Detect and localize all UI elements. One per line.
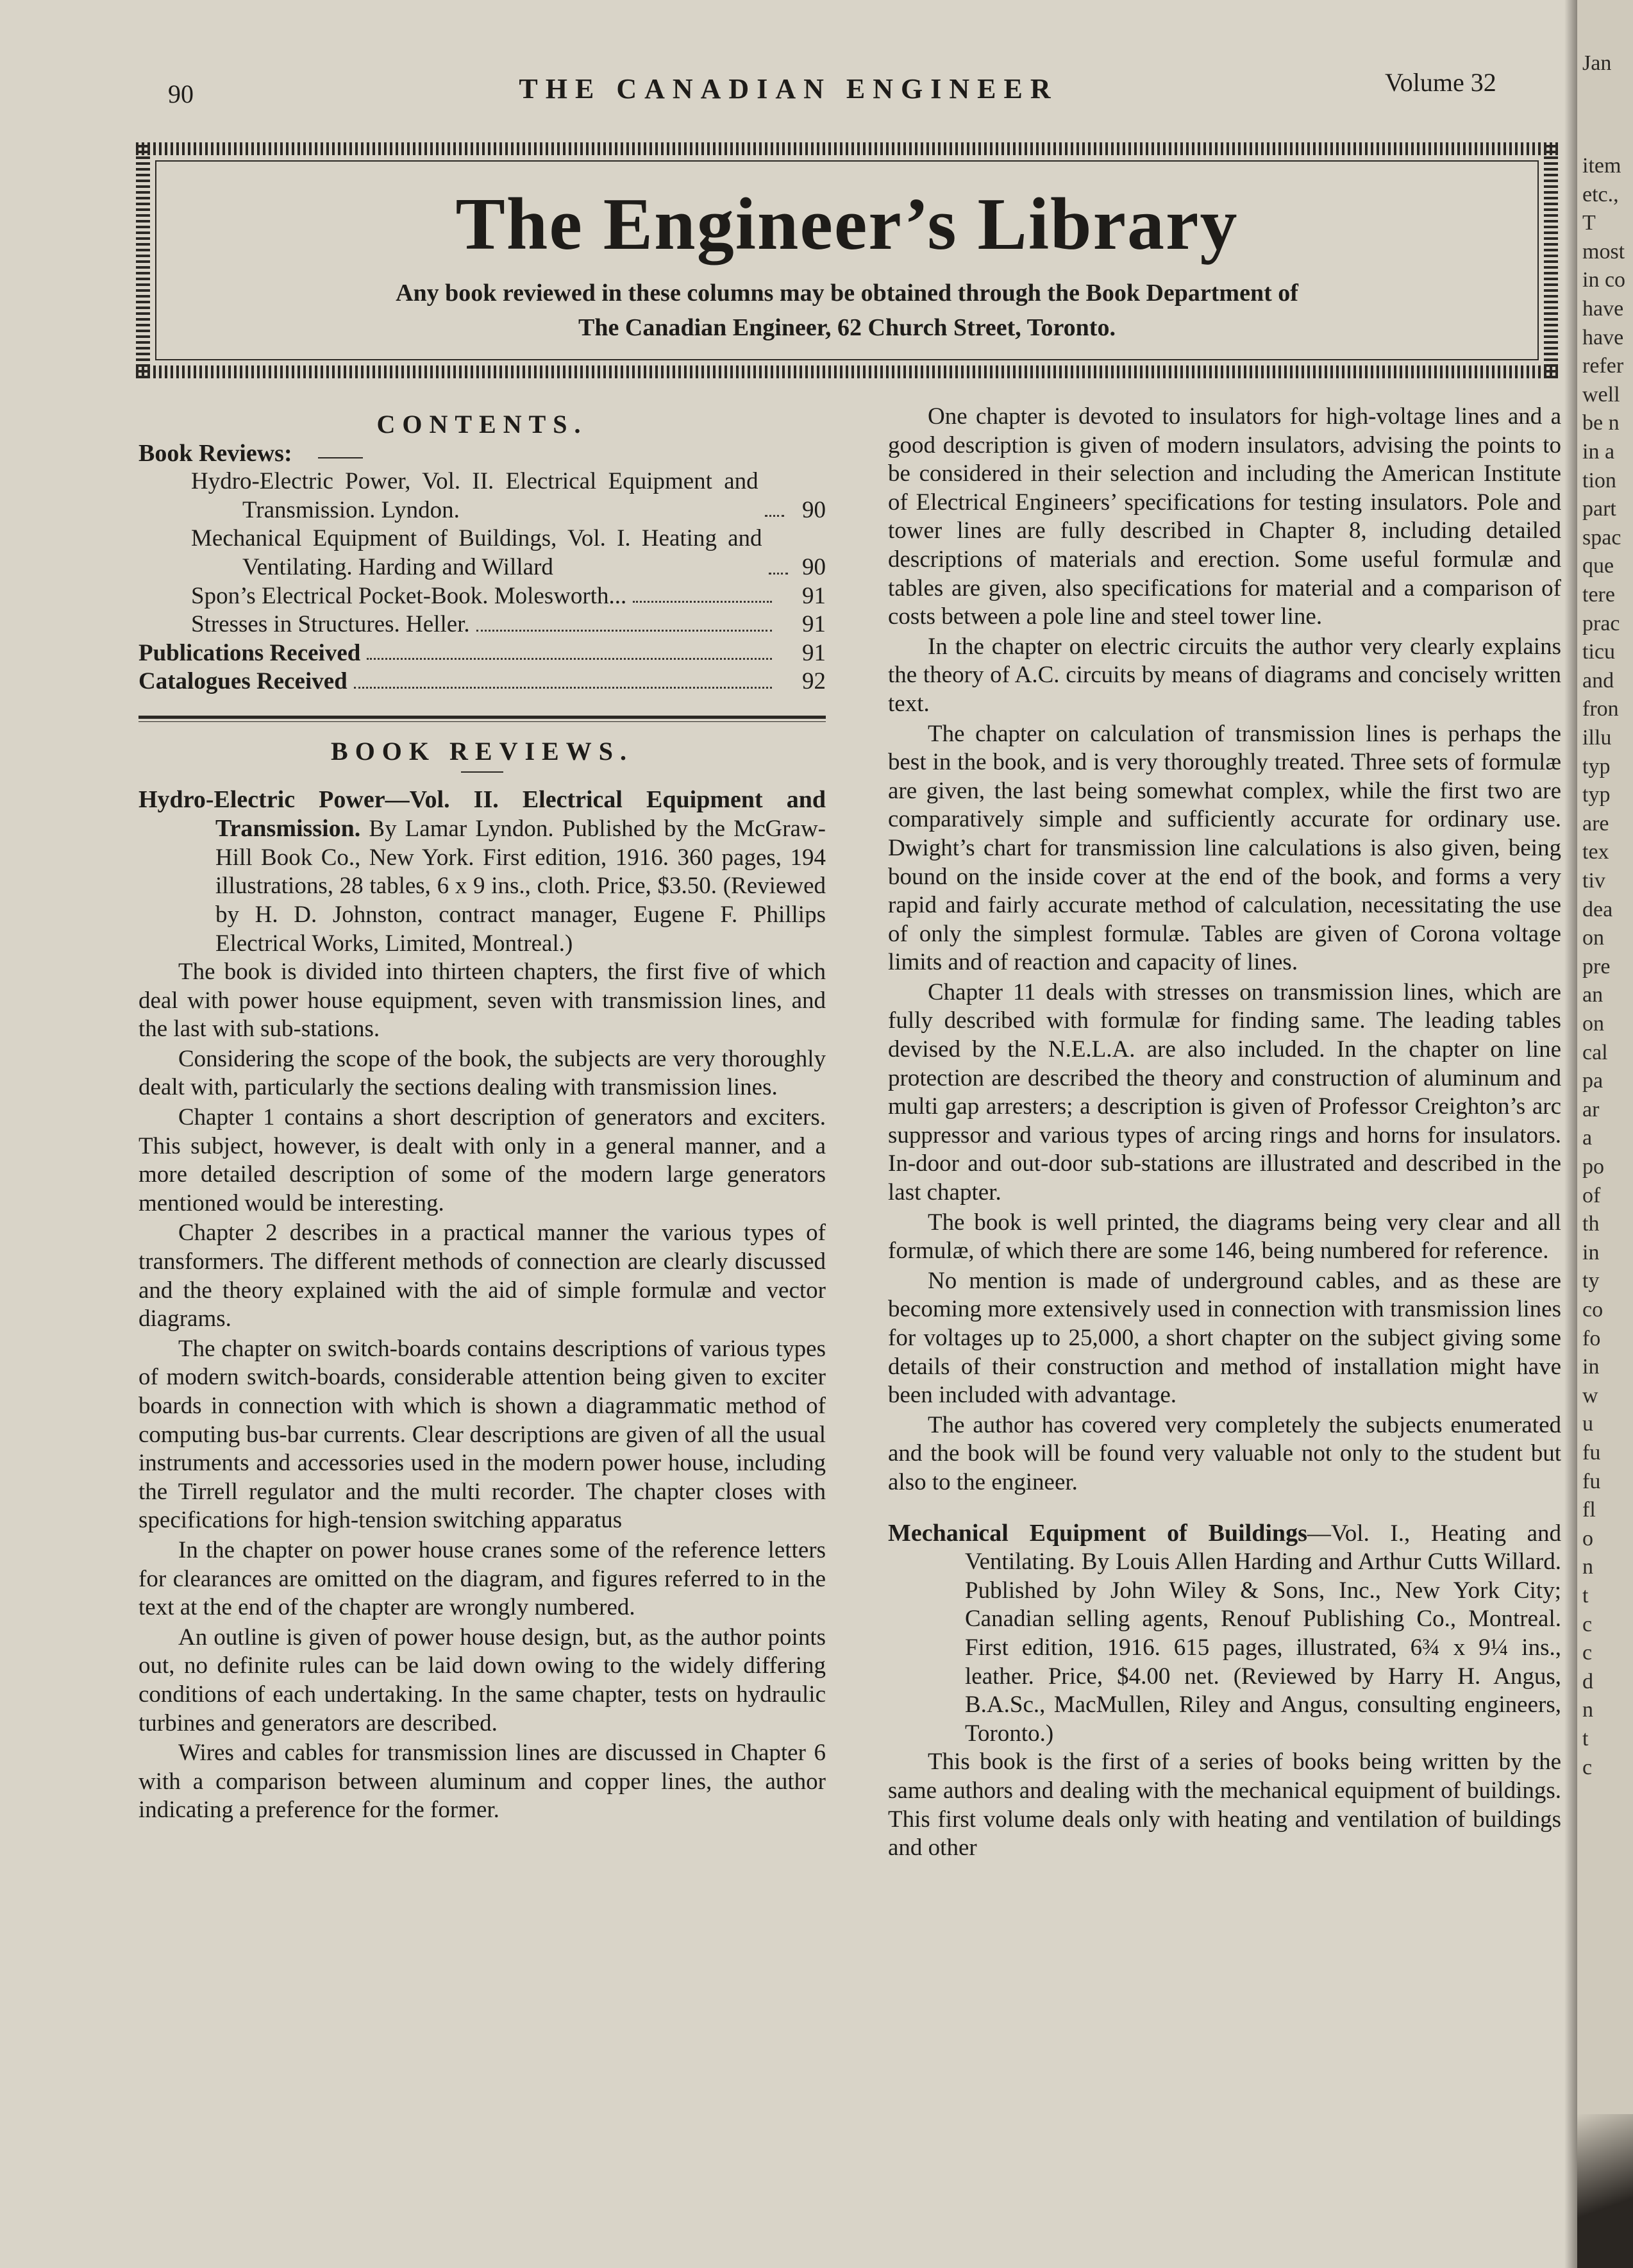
adjacent-page-fragment: ticu	[1582, 640, 1615, 664]
toc-dash	[318, 457, 363, 458]
volume-label: Volume 32	[1385, 68, 1496, 97]
adjacent-page-fragment: and	[1582, 668, 1614, 693]
toc-leader	[476, 630, 772, 632]
gutter-shadow	[1564, 0, 1577, 2268]
review-paragraph: The chapter on calculation of transmission lines is perhaps the best in the book, and is very thoroughly treated. Three sets of formulæ are given, the last being somewhat complex, while the first two are comparatively simple and sufficiently accurate for ordinary use. Dwight’s chart for transmission line calculations is also given, being bound on the inside cover at the end of the book, and forms a very rapid and fairly accurate method of calculation, necessitating the use of only the simplest formulæ. Tables are given of Corona voltage limits and of reaction and capacity of lines.	[888, 720, 1561, 976]
adjacent-page-fragment: fu	[1582, 1441, 1601, 1465]
toc-catalogues[interactable]	[138, 668, 826, 696]
adjacent-page-fragment: t	[1582, 1727, 1589, 1751]
review-paragraph: Considering the scope of the book, the subjects are very thoroughly dealt with, particularly the sections dealing with transmission lines.	[138, 1045, 826, 1101]
adjacent-page-fragment: c	[1582, 1641, 1593, 1665]
adjacent-page-fragment: fl	[1582, 1498, 1596, 1522]
adjacent-page-fragment: fu	[1582, 1469, 1601, 1493]
adjacent-page-fragment: pre	[1582, 954, 1611, 979]
review-paragraph: The book is divided into thirteen chapters, the first five of which deal with power house equipment, seven with transmission lines, and the last with sub-stations.	[138, 959, 826, 1043]
adjacent-page-fragment: tex	[1582, 840, 1609, 864]
toc-leader	[354, 687, 772, 689]
adjacent-page-fragment: cal	[1582, 1040, 1608, 1064]
adjacent-page-fragment: c	[1582, 1612, 1593, 1636]
adjacent-page-fragment: spac	[1582, 525, 1621, 550]
adjacent-page-fragment: refer	[1582, 354, 1624, 378]
adjacent-page-fragment: illu	[1582, 726, 1612, 750]
adjacent-page-fragment: in a	[1582, 440, 1615, 464]
left-column	[138, 403, 826, 1825]
toc-leader	[765, 515, 784, 517]
toc-entry-page: 90	[802, 496, 826, 523]
review-2-header	[888, 1519, 1561, 1749]
adjacent-page-fragment: in	[1582, 1240, 1600, 1264]
adjacent-page-fragment: have	[1582, 297, 1624, 321]
page-corner-shadow	[1577, 2114, 1633, 2268]
banner-subtitle-line1: Any book reviewed in these columns may be obtained through the Book Department of	[396, 280, 1298, 307]
library-banner	[136, 142, 1558, 378]
adjacent-page-fragment: are	[1582, 811, 1609, 836]
adjacent-page-fragment: etc.,	[1582, 182, 1619, 206]
adjacent-page-fragment: tion	[1582, 468, 1616, 492]
adjacent-page-fragment: pa	[1582, 1069, 1604, 1093]
review-paragraph: The book is well printed, the diagrams being very clear and all formulæ, of which there are some 146, being numbered for reference.	[888, 1209, 1561, 1264]
adjacent-page-fragment: typ	[1582, 754, 1611, 778]
short-rule	[461, 771, 503, 773]
toc-entry-title: Stresses in Structures. Heller.	[191, 611, 470, 638]
adjacent-page-fragment: ty	[1582, 1269, 1600, 1293]
review-paragraph: Chapter 1 contains a short description of generators and exciters. This subject, however, is dealt with only in a general manner, and a more detailed description of some of the modern large generators mentioned would be interesting.	[138, 1104, 826, 1216]
adjacent-page-fragment: w	[1582, 1383, 1598, 1407]
review-2-title: Mechanical Equipment of Buildings	[888, 1519, 1307, 1547]
review-paragraph: In the chapter on electric circuits the author very clearly explains the theory of A.C. circuits by means of diagrams and concisely written text.	[888, 633, 1561, 717]
adjacent-page-fragment: th	[1582, 1212, 1600, 1236]
adjacent-page-fragment: typ	[1582, 783, 1611, 807]
adjacent-page-fragment: n	[1582, 1698, 1593, 1722]
toc-catalogues-label: Catalogues Received	[138, 668, 348, 695]
adjacent-page-fragment: in	[1582, 1355, 1600, 1379]
toc-entry-title: Mechanical Equipment of Buildings, Vol. I. Heating and Ventilating. Harding and Willard	[191, 525, 762, 580]
review-paragraph: No mention is made of underground cables, and as these are becoming more extensively used in connection with transmission lines for voltages up to 25,000, a short chapter on the subject giving some details of their construction and method of installation might have been included with advantage.	[888, 1267, 1561, 1409]
adjacent-page-fragment: n	[1582, 1555, 1593, 1579]
adjacent-page-fragment: o	[1582, 1526, 1593, 1550]
toc-entry[interactable]	[138, 467, 826, 525]
review-paragraph: One chapter is devoted to insulators for high-voltage lines and a good description is given of modern insulators, advising the points to be considered in their selection and including the American Institute of Electrical Engineers’ specifications for testing insulators. Pole and tower lines are fully described in Chapter 8, including detailed descriptions of materials and erection. Some useful formulæ and tables are given, also specifications for material and a comparison of costs between a pole line and steel tower line.	[888, 403, 1561, 630]
review-paragraph: Wires and cables for transmission lines are discussed in Chapter 6 with a comparison between aluminum and copper lines, the author indicating a preference for the former.	[138, 1740, 826, 1824]
adjacent-page-fragment: a	[1582, 1126, 1593, 1150]
toc-catalogues-page: 92	[802, 668, 826, 695]
toc-leader	[769, 573, 788, 575]
adjacent-page-fragment: part	[1582, 497, 1616, 521]
banner-border-bottom	[136, 365, 1558, 378]
adjacent-page-fragment: be n	[1582, 411, 1620, 435]
review-2-citation: —Vol. I., Heating and Ventilating. By Louis Allen Harding and Arthur Cutts Willard. Published by John Wiley & Sons, Inc., New York City; Canadian selling agents, Renouf Publishing Co., Montreal. First edition, 1916. 615 pages, illustrated, 6¾ x 9¼ ins., leather. Price, $4.00 net. (Reviewed by Harry H. Angus, B.A.Sc., MacMullen, Riley and Angus, consulting engineers, Toronto.)	[965, 1520, 1561, 1747]
review-1-title: Hydro-Electric Power—Vol. II. Electrical Equipment and Transmission.	[138, 785, 826, 843]
adjacent-page-fragment: fron	[1582, 697, 1619, 721]
adjacent-page-fragment: an	[1582, 983, 1604, 1007]
review-paragraph: Chapter 11 deals with stresses on transmission lines, which are fully described with formulæ for finding same. The leading tables devised by the N.E.L.A. are also included. In the chapter on line protection are described the theory and construction of aluminum and multi gap arresters; a description is given of Professor Creighton’s arc suppressor and various types of arcing rings and horns for insulators. In-door and out-door sub-stations are illustrated and described in the last chapter.	[888, 979, 1561, 1206]
adjacent-page-fragment: tere	[1582, 583, 1615, 607]
adjacent-page-fragment: have	[1582, 325, 1624, 349]
review-paragraph: Chapter 2 describes in a practical manner the various types of transformers. The different methods of connection are clearly discussed and the theory explained with the aid of simple formulæ and vector diagrams.	[138, 1220, 826, 1332]
review-paragraph: This book is the first of a series of books being written by the same authors and dealing with the mechanical equipment of buildings. This first volume deals only with heating and ventilation of buildings and other	[888, 1749, 1561, 1861]
review-paragraph: The chapter on switch-boards contains descriptions of various types of modern switch-boards, considerable attention being given to exciter boards in connection with which is shown a diagrammatic method of computing bus-bar currents. Clear descriptions are given of all the usual instruments and accessories used in the modern power house, including the Tirrell regulator and the multi recorder. The chapter closes with specifications for high-tension switching apparatus	[138, 1335, 826, 1534]
adjacent-page-fragment: u	[1582, 1412, 1593, 1436]
adjacent-page-fragment: d	[1582, 1669, 1593, 1693]
adjacent-page-fragment: Jan	[1582, 51, 1612, 75]
toc-publications-page: 91	[802, 639, 826, 666]
toc-publications-label: Publications Received	[138, 639, 361, 666]
adjacent-page-fragment: well	[1582, 382, 1620, 407]
toc-entry-page: 91	[802, 582, 826, 609]
banner-subtitle-line2: The Canadian Engineer, 62 Church Street, Toronto.	[578, 314, 1116, 341]
adjacent-page-fragment: of	[1582, 1183, 1601, 1207]
toc-category-text: Book Reviews:	[138, 439, 292, 467]
right-column	[888, 403, 1561, 1863]
adjacent-page-fragment: prac	[1582, 611, 1620, 635]
adjacent-page-fragment: c	[1582, 1755, 1593, 1779]
contents-heading: CONTENTS.	[376, 410, 588, 439]
toc-entry[interactable]	[138, 525, 826, 582]
adjacent-page-fragment: ar	[1582, 1097, 1600, 1121]
toc-entry[interactable]	[138, 582, 826, 611]
review-1-citation: By Lamar Lyndon. Published by the McGraw-Hill Book Co., New York. First edition, 1916. 360 pages, 194 illustrations, 28 tables, 6 x 9 ins., cloth. Price, $3.50. (Reviewed by H. D. Johnston, contract manager, Eugene F. Phillips Electrical Works, Limited, Montreal.)	[215, 816, 826, 957]
adjacent-page-fragment: tiv	[1582, 869, 1605, 893]
adjacent-page-fragment: dea	[1582, 897, 1613, 921]
adjacent-page-fragment: on	[1582, 1012, 1604, 1036]
banner-border-top	[136, 142, 1558, 155]
toc-leader	[367, 658, 772, 660]
adjacent-page-fragment: co	[1582, 1298, 1604, 1322]
toc-book-reviews-label	[138, 439, 826, 468]
adjacent-page-edge	[1577, 0, 1633, 2268]
adjacent-page-fragment: item	[1582, 154, 1621, 178]
banner-subtitle	[136, 276, 1558, 345]
adjacent-page-fragment: fo	[1582, 1326, 1601, 1350]
adjacent-page-fragment: T	[1582, 211, 1596, 235]
adjacent-page-fragment: po	[1582, 1155, 1604, 1179]
adjacent-page-fragment: on	[1582, 926, 1604, 950]
toc-entry-page: 90	[802, 553, 826, 580]
review-paragraph: In the chapter on power house cranes some of the reference letters for clearances are omitted on the diagram, and figures referred to in the text at the end of the chapter are wrongly numbered.	[138, 1536, 826, 1621]
section-divider	[138, 716, 826, 722]
book-reviews-heading: BOOK REVIEWS.	[331, 736, 633, 766]
banner-title: The Engineer’s Library	[455, 183, 1239, 265]
review-paragraph: An outline is given of power house design, but, as the author points out, no definite rules can be laid down owing to the widely differing conditions of each undertaking. In the same chapter, tests on hydraulic turbines and generators are described.	[138, 1624, 826, 1736]
adjacent-page-fragment: most	[1582, 239, 1625, 264]
toc-entry-title: Spon’s Electrical Pocket-Book. Molesworth...	[191, 582, 627, 609]
toc-entry[interactable]	[138, 610, 826, 639]
toc-entry-title: Hydro-Electric Power, Vol. II. Electrical Equipment and Transmission. Lyndon.	[191, 468, 758, 523]
review-paragraph: The author has covered very completely the subjects enumerated and the book will be found very valuable not only to the student but also to the engineer.	[888, 1411, 1561, 1495]
toc-publications[interactable]	[138, 639, 826, 668]
journal-title: THE CANADIAN ENGINEER	[519, 73, 1059, 105]
toc-leader	[633, 601, 772, 603]
page-number: 90	[168, 80, 194, 108]
review-1-header	[138, 785, 826, 959]
adjacent-page-fragment: t	[1582, 1584, 1589, 1608]
adjacent-page-fragment: que	[1582, 554, 1614, 578]
running-head	[0, 67, 1577, 106]
adjacent-page-fragment: in co	[1582, 268, 1626, 292]
toc-entry-page: 91	[802, 611, 826, 638]
